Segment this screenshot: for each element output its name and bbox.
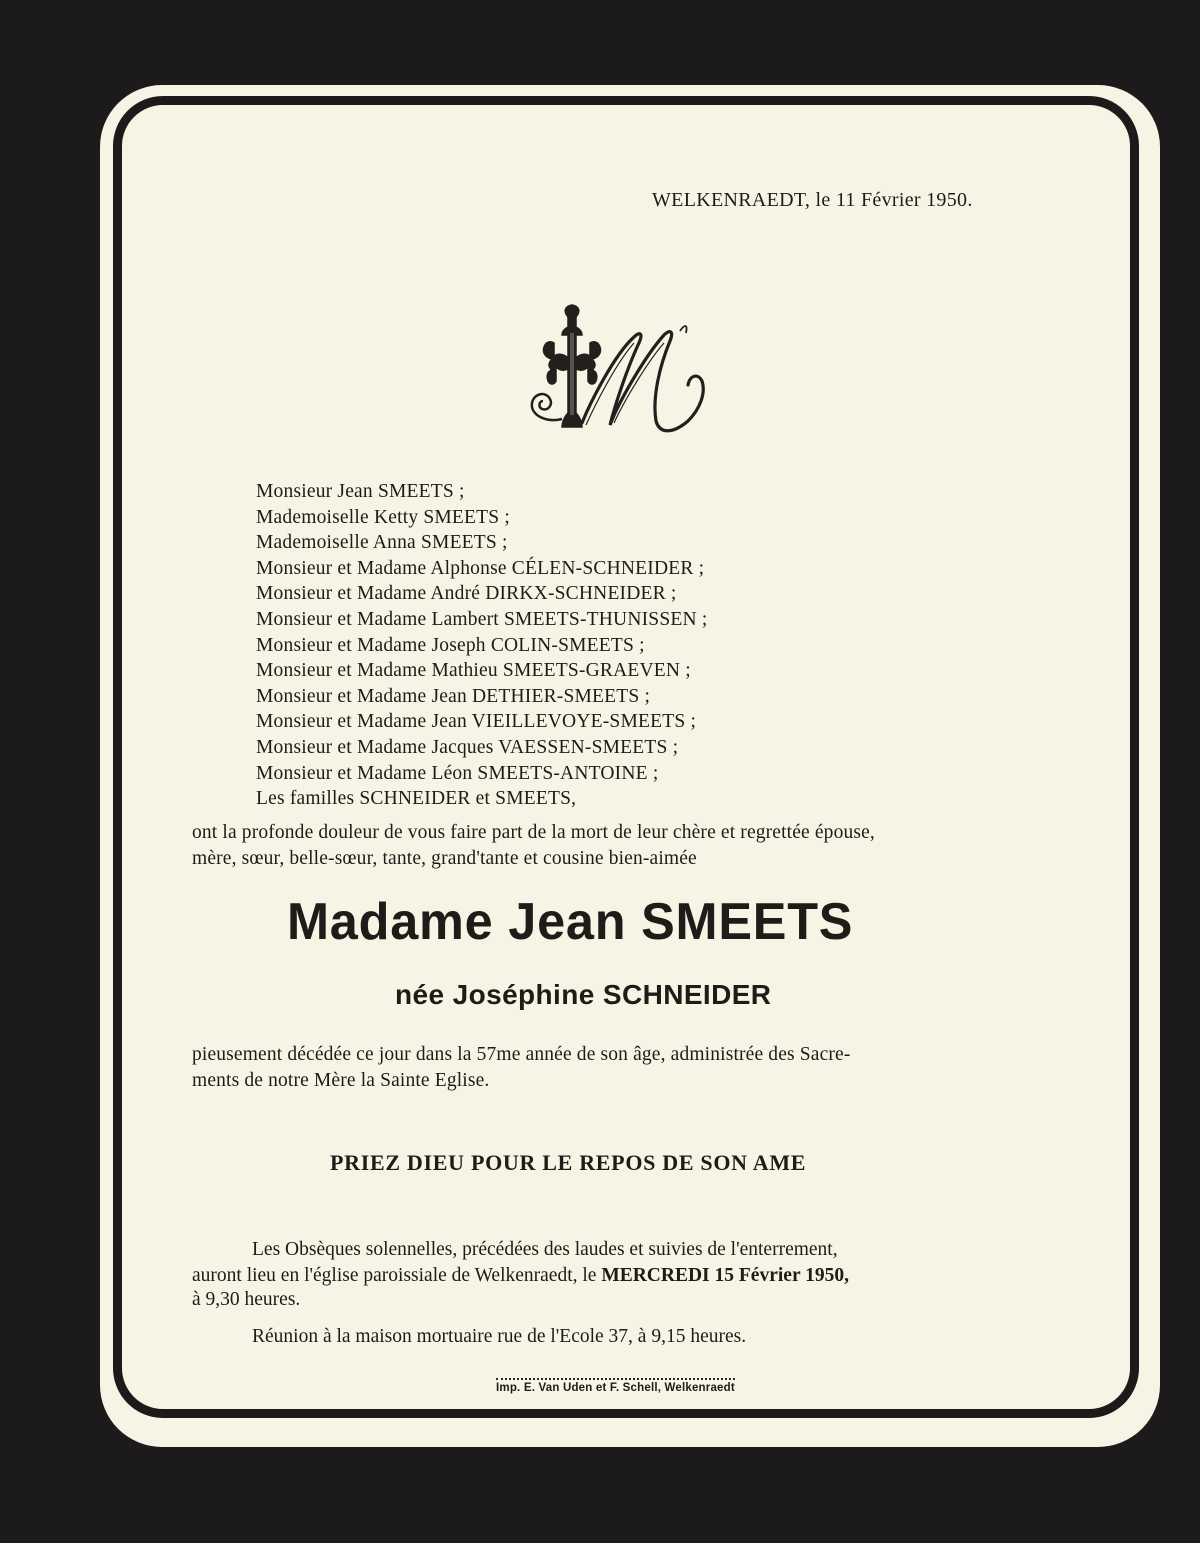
- mourners-list: [256, 481, 707, 814]
- prayer-heading: PRIEZ DIEU POUR LE REPOS DE SON AME: [330, 1150, 807, 1175]
- funeral-line: [192, 1266, 849, 1286]
- mourner-line: Monsieur et Madame Léon SMEETS-ANTOINE ;: [256, 762, 659, 784]
- funeral-line: Les Obsèques solennelles, précédées des laudes et suivies de l'enterrement,: [252, 1239, 838, 1260]
- announcement-line: mère, sœur, belle-sœur, tante, grand'tante et cousine bien-aimée: [192, 848, 697, 869]
- funeral-location: auront lieu en l'église paroissiale de Welkenraedt, le: [192, 1265, 597, 1286]
- announcement-line: ont la profonde douleur de vous faire part de la mort de leur chère et regrettée épouse,: [192, 822, 875, 843]
- death-notice-line: ments de notre Mère la Sainte Eglise.: [192, 1070, 490, 1091]
- deceased-maiden-name: née Joséphine SCHNEIDER: [395, 979, 772, 1010]
- deceased-name: Madame Jean SMEETS: [287, 893, 854, 951]
- mourner-line: Monsieur et Madame Jacques VAESSEN-SMEETS ;: [256, 736, 679, 758]
- mourner-line: Monsieur et Madame Jean VIEILLEVOYE-SMEETS ;: [256, 711, 697, 733]
- death-notice-line: pieusement décédée ce jour dans la 57me année de son âge, administrée des Sacre-: [192, 1044, 851, 1065]
- mourner-line: Monsieur Jean SMEETS ;: [256, 481, 465, 502]
- place-date: WELKENRAEDT, le 11 Février 1950.: [652, 189, 973, 211]
- mourner-line: Monsieur et Madame Joseph COLIN-SMEETS ;: [256, 634, 645, 656]
- mourner-line: Mademoiselle Ketty SMEETS ;: [256, 506, 510, 528]
- mourner-line: Monsieur et Madame Mathieu SMEETS-GRAEVEN ;: [256, 660, 691, 682]
- mourner-line: Monsieur et Madame Lambert SMEETS-THUNISSEN ;: [256, 608, 708, 630]
- mourner-line: Monsieur et Madame Alphonse CÉLEN-SCHNEIDER ;: [256, 557, 705, 579]
- mourner-line: Les familles SCHNEIDER et SMEETS,: [256, 788, 577, 810]
- reunion-line: Réunion à la maison mortuaire rue de l'Ecole 37, à 9,15 heures.: [252, 1326, 747, 1347]
- mourner-line: Monsieur et Madame André DIRKX-SCHNEIDER ;: [256, 583, 677, 605]
- funeral-time: à 9,30 heures.: [192, 1289, 301, 1310]
- funeral-date: MERCREDI 15 Février 1950,: [601, 1265, 849, 1286]
- cross-with-monogram-icon: [510, 303, 710, 440]
- mourner-line: Monsieur et Madame Jean DETHIER-SMEETS ;: [256, 685, 651, 707]
- printer-imprint: Imp. E. Van Uden et F. Schell, Welkenraedt: [496, 1378, 735, 1395]
- mourner-line: Mademoiselle Anna SMEETS ;: [256, 532, 508, 554]
